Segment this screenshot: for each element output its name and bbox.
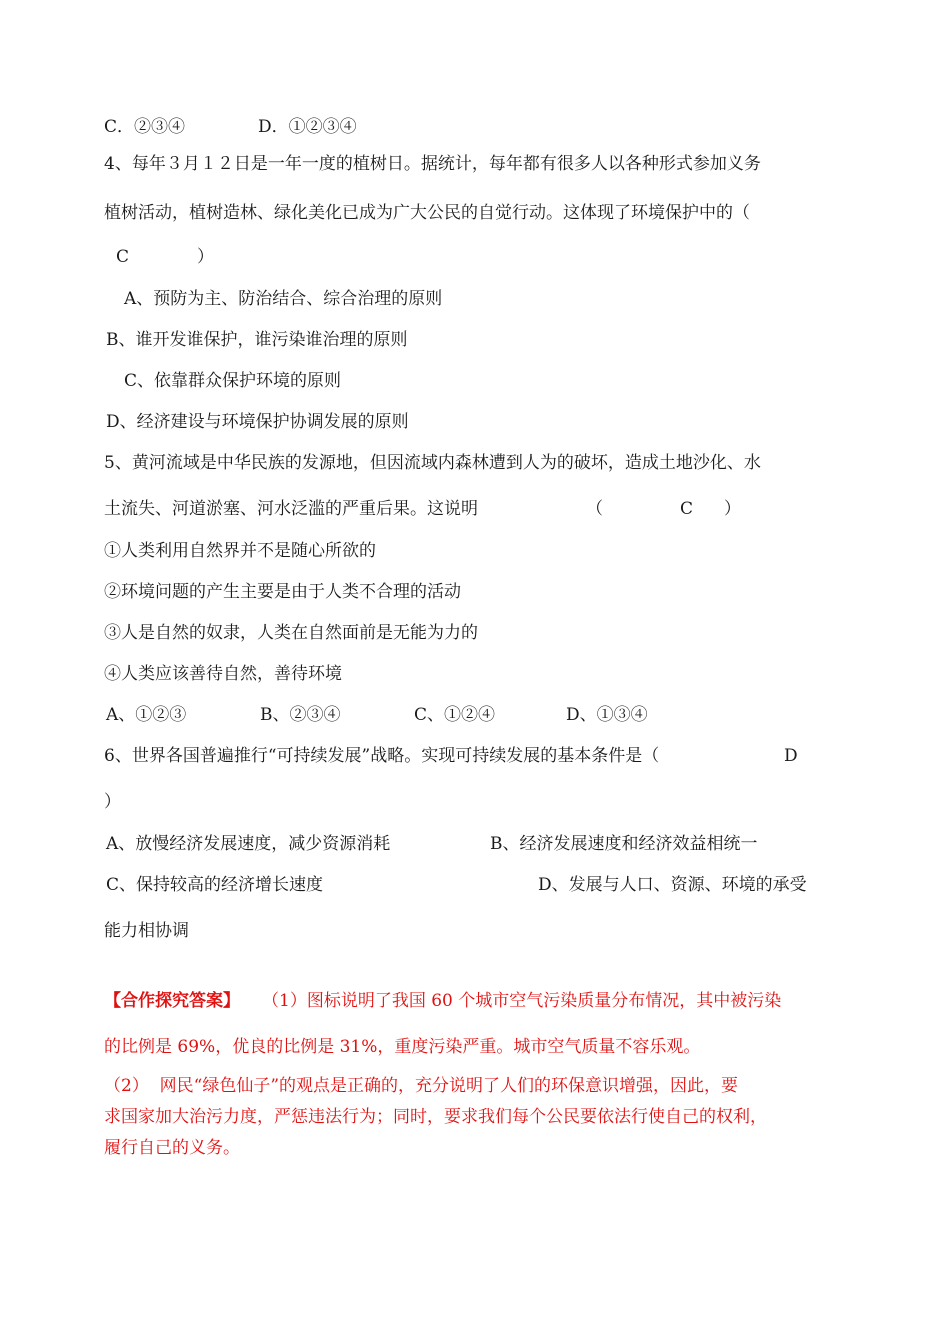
q5-option-d: D、①③④ [566,705,648,725]
q4-answer: C ） [116,247,215,267]
coop-part2-line-2: 求国家加大治污力度，严惩违法行为；同时，要求我们每个公民要依法行使自己的权利， [104,1107,767,1127]
coop-part1-line-2: 的比例是 69%，优良的比例是 31%，重度污染严重。城市空气质量不容乐观。 [104,1037,701,1057]
coop-part2-line-3: 履行自己的义务。 [104,1138,240,1158]
q5-option-c: C、①②④ [414,705,496,725]
q4-option-a: A、预防为主、防治结合、综合治理的原则 [124,289,443,309]
q5-item-1: ①人类利用自然界并不是随心所欲的 [104,541,376,561]
q6-option-a: A、放慢经济发展速度，减少资源消耗 [106,834,391,854]
q4-option-d: D、经济建设与环境保护协调发展的原则 [106,412,409,432]
q5-option-a: A、①②③ [106,705,187,725]
q6-option-d: D、发展与人口、资源、环境的承受 [538,875,807,895]
q4-option-b: B、谁开发谁保护，谁污染谁治理的原则 [106,330,408,350]
q5-bracket-close: ） [724,499,741,519]
q5-item-3: ③人是自然的奴隶，人类在自然面前是无能为力的 [104,623,478,643]
coop-part2-line-1: （2） 网民“绿色仙子”的观点是正确的，充分说明了人们的环保意识增强，因此，要 [104,1076,739,1096]
q5-stem-line-1: 5、黄河流域是中华民族的发源地，但因流域内森林遭到人为的破坏，造成土地沙化、水 [104,453,761,473]
q5-item-2: ②环境问题的产生主要是由于人类不合理的活动 [104,582,461,602]
coop-part1-line-1: （1）图标说明了我国 60 个城市空气污染质量分布情况，其中被污染 [262,991,782,1011]
coop-heading: 【合作探究答案】 [104,991,240,1011]
q6-bracket-close: ） [104,792,121,812]
q5-option-b: B、②③④ [260,705,341,725]
q3-option-d: D．①②③④ [258,117,357,137]
q6-option-b: B、经济发展速度和经济效益相统一 [490,834,758,854]
q6-option-c: C、保持较高的经济增长速度 [106,875,324,895]
q5-answer: C [680,499,694,519]
q3-option-c: C．②③④ [104,117,186,137]
q4-stem-line-2: 植树活动，植树造林、绿化美化已成为广大公民的自觉行动。这体现了环境保护中的（ [104,203,750,223]
q6-answer: D [784,746,798,766]
q4-stem-line-1: 4、每年３月１２日是一年一度的植树日。据统计，每年都有很多人以各种形式参加义务 [104,154,761,174]
q5-stem-line-2: 土流失、河道淤塞、河水泛滥的严重后果。这说明 [104,499,478,519]
q5-bracket-open: （ [586,499,603,519]
q6-stem-line-1: 6、世界各国普遍推行“可持续发展”战略。实现可持续发展的基本条件是（ [104,746,660,766]
q5-item-4: ④人类应该善待自然，善待环境 [104,664,342,684]
q6-option-d-continued: 能力相协调 [104,921,189,941]
q4-option-c: C、依靠群众保护环境的原则 [124,371,342,391]
